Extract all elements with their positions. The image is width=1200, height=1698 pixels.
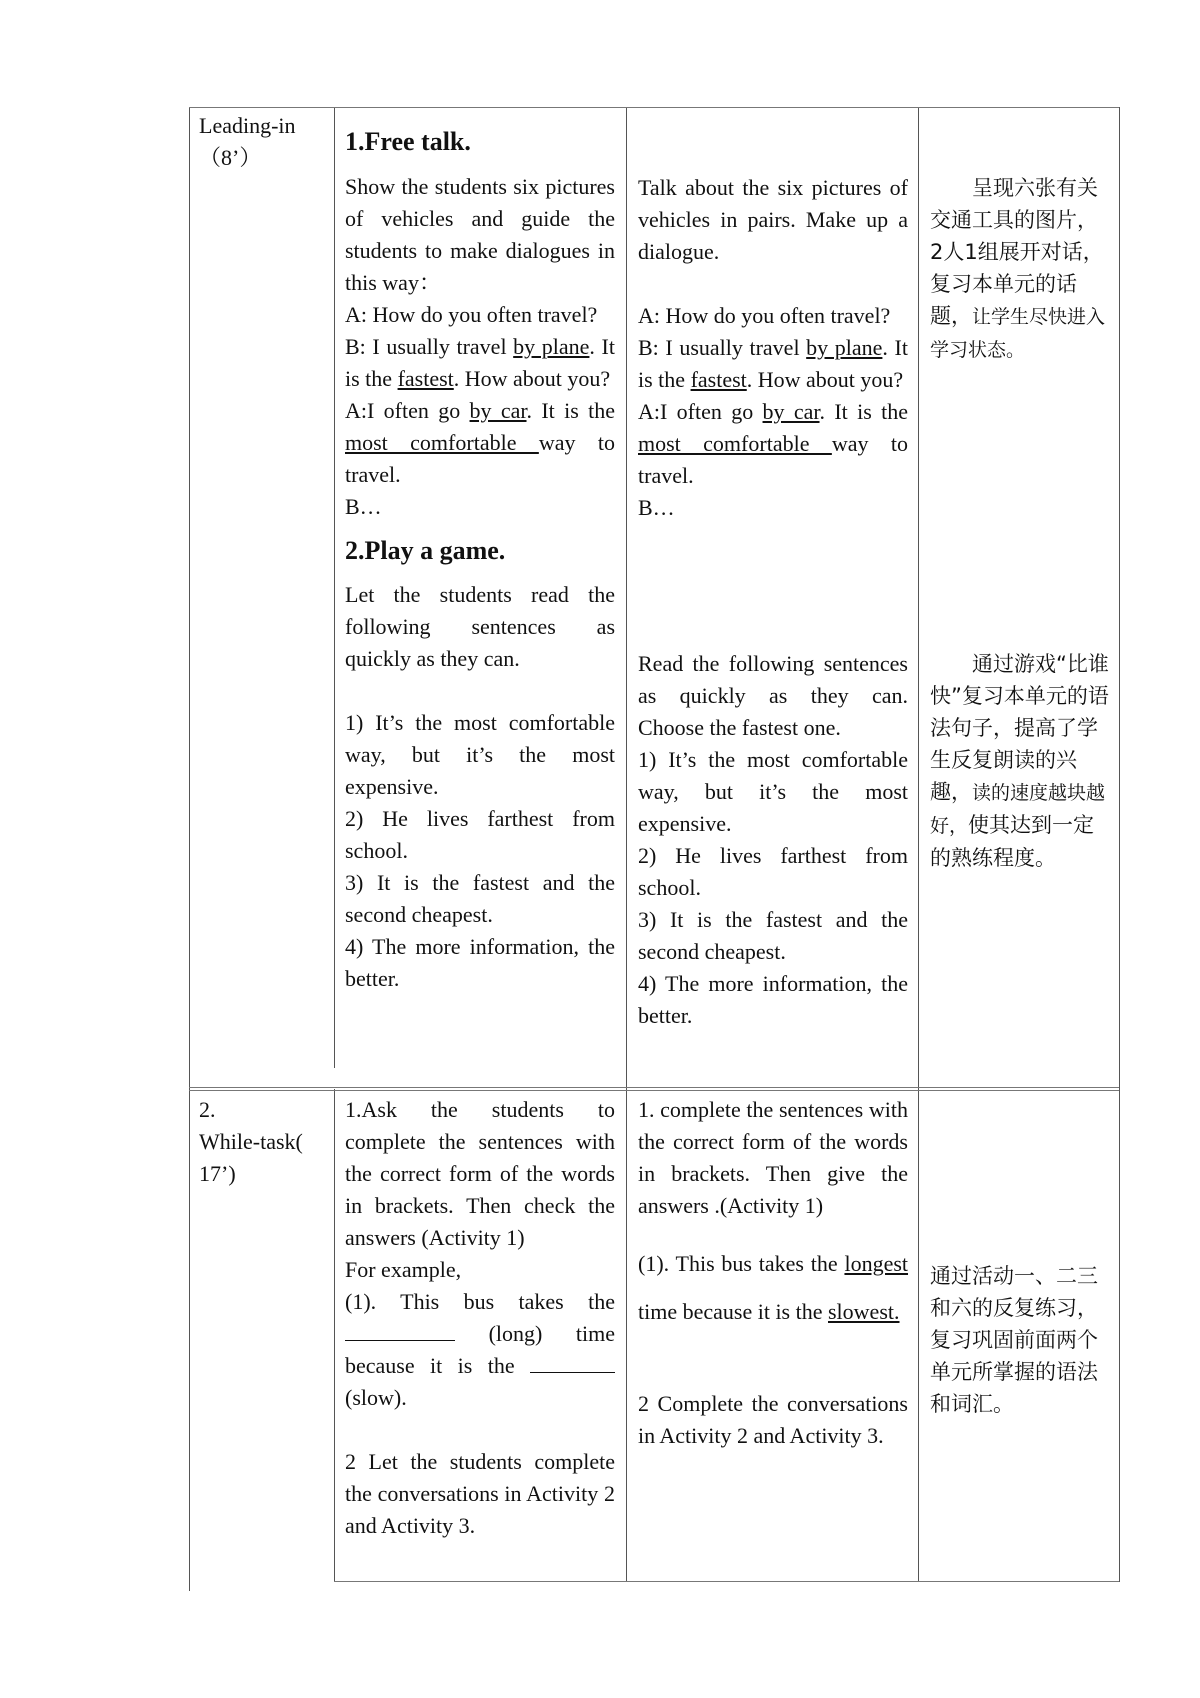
purpose-cell-2 [930, 648, 1110, 874]
stage-time: （8’） [199, 145, 262, 170]
answer-blank-1 [345, 1318, 455, 1341]
student-free-talk-intro: Talk about the six pictures of vehicles in pairs. Make up a dialogue. [638, 175, 908, 264]
sentence-1: 1) It’s the most comfortable way, but it’s the most expensive. [345, 710, 615, 799]
teacher-activity-cell-1 [345, 118, 615, 995]
answer-blank-2 [530, 1350, 615, 1373]
student-dialogue-a2: A:I often go by car. It is the most comfortable way to travel. [638, 399, 908, 488]
table-border-right [1119, 107, 1120, 1582]
purpose-game: 通过游戏“比谁快”复习本单元的语法句子，提高了学生反复朗读的兴趣， [930, 652, 1109, 804]
table-divider-1b [334, 1089, 335, 1582]
section-heading-play-game: 2.Play a game. [345, 536, 506, 565]
teacher-activity-1: 1.Ask the students to complete the sentences with the correct form of the words in brackets. Then check the answers (Activity 1) [345, 1097, 615, 1250]
teacher-example-q1: (1). This bus takes the (long) time because it is the (slow). [345, 1289, 615, 1410]
purpose-cell-1 [930, 172, 1110, 366]
student-answer-1: (1). This bus takes the longest time because it is the slowest. [638, 1251, 909, 1324]
teacher-example-label: For example, [345, 1257, 462, 1282]
teacher-activity-2: 2 Let the students complete the conversations in Activity 2 and Activity 3. [345, 1449, 615, 1538]
purpose-game-end: 使其达到一定的熟练程度。 [930, 813, 1095, 870]
table-divider-2 [626, 107, 627, 1582]
teacher-free-talk-intro: Show the students six pictures of vehicles and guide the students to make dialogues in this way： [345, 174, 615, 295]
row-separator [189, 1087, 1119, 1088]
table-border-bottom [334, 1581, 1119, 1582]
purpose-cell-3 [930, 1260, 1110, 1420]
table-divider-3 [918, 107, 919, 1582]
row-separator-2 [189, 1090, 1119, 1091]
student-activity-cell-3 [638, 1094, 908, 1452]
student-game-intro: Read the following sentences as quickly as they can. Choose the fastest one. [638, 651, 908, 740]
student-sentence-4: 4) The more information, the better. [638, 971, 908, 1028]
student-dialogue-b1: B: I usually travel by plane. It is the fastest. How about you? [638, 335, 908, 392]
student-activity-cell-1 [638, 172, 908, 524]
student-activity-2: 2 Complete the conversations in Activity 2 and Activity 3. [638, 1391, 908, 1448]
purpose-game-small: 读的速度越块越好， [930, 782, 1106, 837]
purpose-while-task: 通过活动一、二三和六的反复练习，复习巩固前面两个单元所掌握的语法和词汇。 [930, 1264, 1098, 1416]
table-border-top [189, 107, 1119, 108]
stage-cell-leading-in [199, 110, 324, 174]
teacher-game-intro: Let the students read the following sentences as quickly as they can. [345, 582, 615, 671]
stage-number: 2. [199, 1097, 216, 1122]
student-activity-1: 1. complete the sentences with the correct form of the words in brackets. Then give the answers .(Activity 1) [638, 1097, 908, 1218]
stage-title: Leading-in [199, 113, 296, 138]
student-sentence-2: 2) He lives farthest from school. [638, 843, 908, 900]
sentence-3: 3) It is the fastest and the second cheapest. [345, 870, 615, 927]
student-activity-cell-2 [638, 648, 908, 1032]
teacher-activity-cell-3 [345, 1094, 615, 1542]
stage-title-while: While-task( [199, 1129, 303, 1154]
student-sentence-1: 1) It’s the most comfortable way, but it’s the most expensive. [638, 747, 908, 836]
stage-time-while: 17’) [199, 1161, 236, 1186]
purpose-free-talk: 呈现六张有关交通工具的图片，2人1组展开对话，复习本单元的话题， [930, 176, 1104, 328]
section-heading-free-talk: 1.Free talk. [345, 127, 471, 156]
dialogue-b1: B: I usually travel by plane. It is the fastest. How about you? [345, 334, 615, 391]
student-dialogue-b2: B… [638, 495, 675, 520]
table-border-left [189, 107, 190, 1591]
dialogue-a1: A: How do you often travel? [345, 302, 598, 327]
student-dialogue-a1: A: How do you often travel? [638, 303, 891, 328]
table-divider-1 [334, 107, 335, 1068]
purpose-free-talk-small: 让学生尽快进入学习状态。 [930, 306, 1106, 361]
sentence-2: 2) He lives farthest from school. [345, 806, 615, 863]
student-sentence-3: 3) It is the fastest and the second cheapest. [638, 907, 908, 964]
dialogue-b2: B… [345, 494, 382, 519]
sentence-4: 4) The more information, the better. [345, 934, 615, 991]
stage-cell-while-task [199, 1094, 324, 1190]
dialogue-a2: A:I often go by car. It is the most comfortable way to travel. [345, 398, 615, 487]
